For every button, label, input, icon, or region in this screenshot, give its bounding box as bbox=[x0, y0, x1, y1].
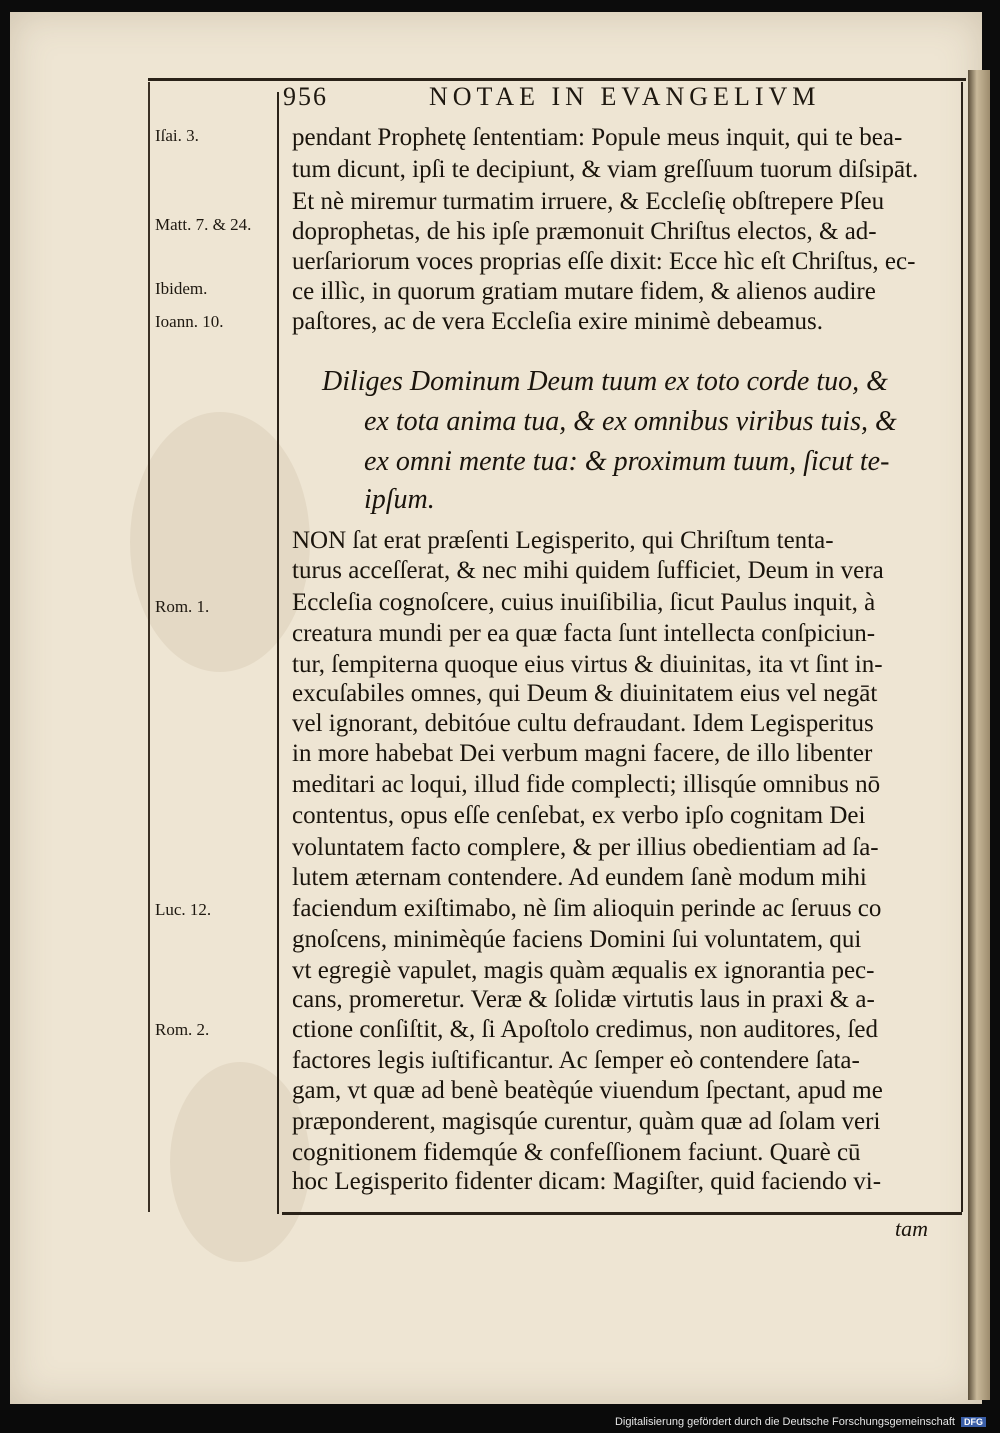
margin-note: Rom. 2. bbox=[155, 1020, 210, 1039]
running-title: NOTAE IN EVANGELIVM bbox=[429, 82, 821, 111]
page-edge bbox=[968, 70, 990, 1400]
text-line: Eccleſia cognoſcere, cuius inuiſibilia, ſicut Paulus inquit, à bbox=[292, 589, 876, 616]
text-line: gnoſcens, minimèqúe faciens Domini ſui voluntatem, qui bbox=[292, 926, 862, 953]
catchword: tam bbox=[895, 1216, 928, 1241]
text-line: gam, vt quæ ad benè beatèqúe viuendum ſpectant, apud me bbox=[292, 1077, 883, 1104]
text-line: NON ſat erat præſenti Legisperito, qui Chriſtum tenta- bbox=[292, 527, 834, 554]
digitization-credit bbox=[615, 1416, 986, 1428]
text-line: doprophetas, de his ipſe præmonuit Chriſtus electos, & ad- bbox=[292, 218, 877, 245]
text-line: contentus, opus eſſe cenſebat, ex verbo ipſo cognitam Dei bbox=[292, 802, 866, 829]
margin-outer-rule bbox=[148, 82, 150, 1212]
credit-text: Digitalisierung gefördert durch die Deutsche Forschungsgemeinschaft bbox=[614, 1416, 955, 1428]
text-line: lutem æternam contendere. Ad eundem ſanè modum mihi bbox=[292, 864, 867, 891]
margin-note: Matt. 7. & 24. bbox=[155, 215, 252, 234]
text-line: ce illìc, in quorum gratiam mutare fidem, & alienos audire bbox=[292, 278, 876, 305]
margin-note: Ioann. 10. bbox=[155, 312, 224, 331]
margin-note: Ibidem. bbox=[155, 279, 208, 298]
text-line: vel ignorant, debitóue cultu defraudant. Idem Legisperitus bbox=[292, 710, 874, 737]
text-line: tum dicunt, ipſi te decipiunt, & viam greſſuum tuorum diſsipāt. bbox=[292, 156, 919, 183]
paper-stain bbox=[170, 1062, 310, 1262]
text-line: excuſabiles omnes, qui Deum & diuinitatem eius vel negāt bbox=[292, 680, 878, 707]
bottom-rule bbox=[282, 1212, 962, 1215]
text-line: faciendum exiſtimabo, nè ſim alioquin perinde ac ſeruus co bbox=[292, 895, 882, 922]
text-line: hoc Legisperito fidenter dicam: Magiſter, quid faciendo vi- bbox=[292, 1168, 882, 1195]
verse-line: ex tota anima tua, & ex omnibus viribus tuis, & bbox=[364, 406, 897, 437]
dfg-badge: DFG bbox=[961, 1417, 986, 1427]
verse-line: Diliges Dominum Deum tuum ex toto corde tuo, & bbox=[322, 366, 888, 397]
text-line: in more habebat Dei verbum magni facere, de illo libenter bbox=[292, 740, 873, 767]
text-line: factores legis iuſtificantur. Ac ſemper eò contendere ſata- bbox=[292, 1047, 860, 1074]
margin-note: Rom. 1. bbox=[155, 597, 210, 616]
text-line: tur, ſempiterna quoque eius virtus & diuinitas, ita vt ſint in- bbox=[292, 651, 883, 678]
text-line: ctione conſiſtit, &, ſi Apoſtolo credimus, non auditores, ſed bbox=[292, 1016, 879, 1043]
text-column-left-rule bbox=[277, 92, 279, 1214]
page-number: 956 bbox=[283, 82, 328, 111]
text-column-right-rule bbox=[961, 82, 963, 1212]
text-line: meditari ac loqui, illud fide complecti; illisqúe omnibus nō bbox=[292, 771, 881, 798]
text-line: uerſariorum voces proprias eſſe dixit: Ecce hìc eſt Chriſtus, ec- bbox=[292, 248, 916, 275]
text-line: creatura mundi per ea quæ facta ſunt intellecta conſpiciun- bbox=[292, 620, 876, 647]
text-line: pendant Prophetę ſententiam: Popule meus inquit, qui te bea- bbox=[292, 124, 903, 151]
margin-note: Luc. 12. bbox=[155, 900, 212, 919]
text-line: turus acceſſerat, & nec mihi quidem ſufficiet, Deum in vera bbox=[292, 557, 884, 584]
paper-stain bbox=[130, 412, 310, 672]
running-header bbox=[283, 80, 961, 120]
text-line: vt egregiè vapulet, magis quàm æqualis ex ignorantia pec- bbox=[292, 957, 875, 984]
text-line: præponderent, magisqúe curentur, quàm quæ ad ſolam veri bbox=[292, 1108, 881, 1135]
text-line: paſtores, ac de vera Eccleſia exire minimè debeamus. bbox=[292, 308, 823, 335]
text-line: cognitionem fidemqúe & confeſſionem faciunt. Quarè cū bbox=[292, 1139, 861, 1166]
text-line: cans, promeretur. Veræ & ſolidæ virtutis laus in praxi & a- bbox=[292, 986, 875, 1013]
margin-note: Iſai. 3. bbox=[155, 126, 199, 145]
text-line: voluntatem facto complere, & per illius obedientiam ad ſa- bbox=[292, 834, 879, 861]
verse-line: ex omni mente tua: & proximum tuum, ſicut te- bbox=[364, 446, 890, 477]
verse-line: ipſum. bbox=[364, 484, 435, 515]
text-line: Et nè miremur turmatim irruere, & Eccleſię obſtrepere Pſeu bbox=[292, 188, 885, 215]
